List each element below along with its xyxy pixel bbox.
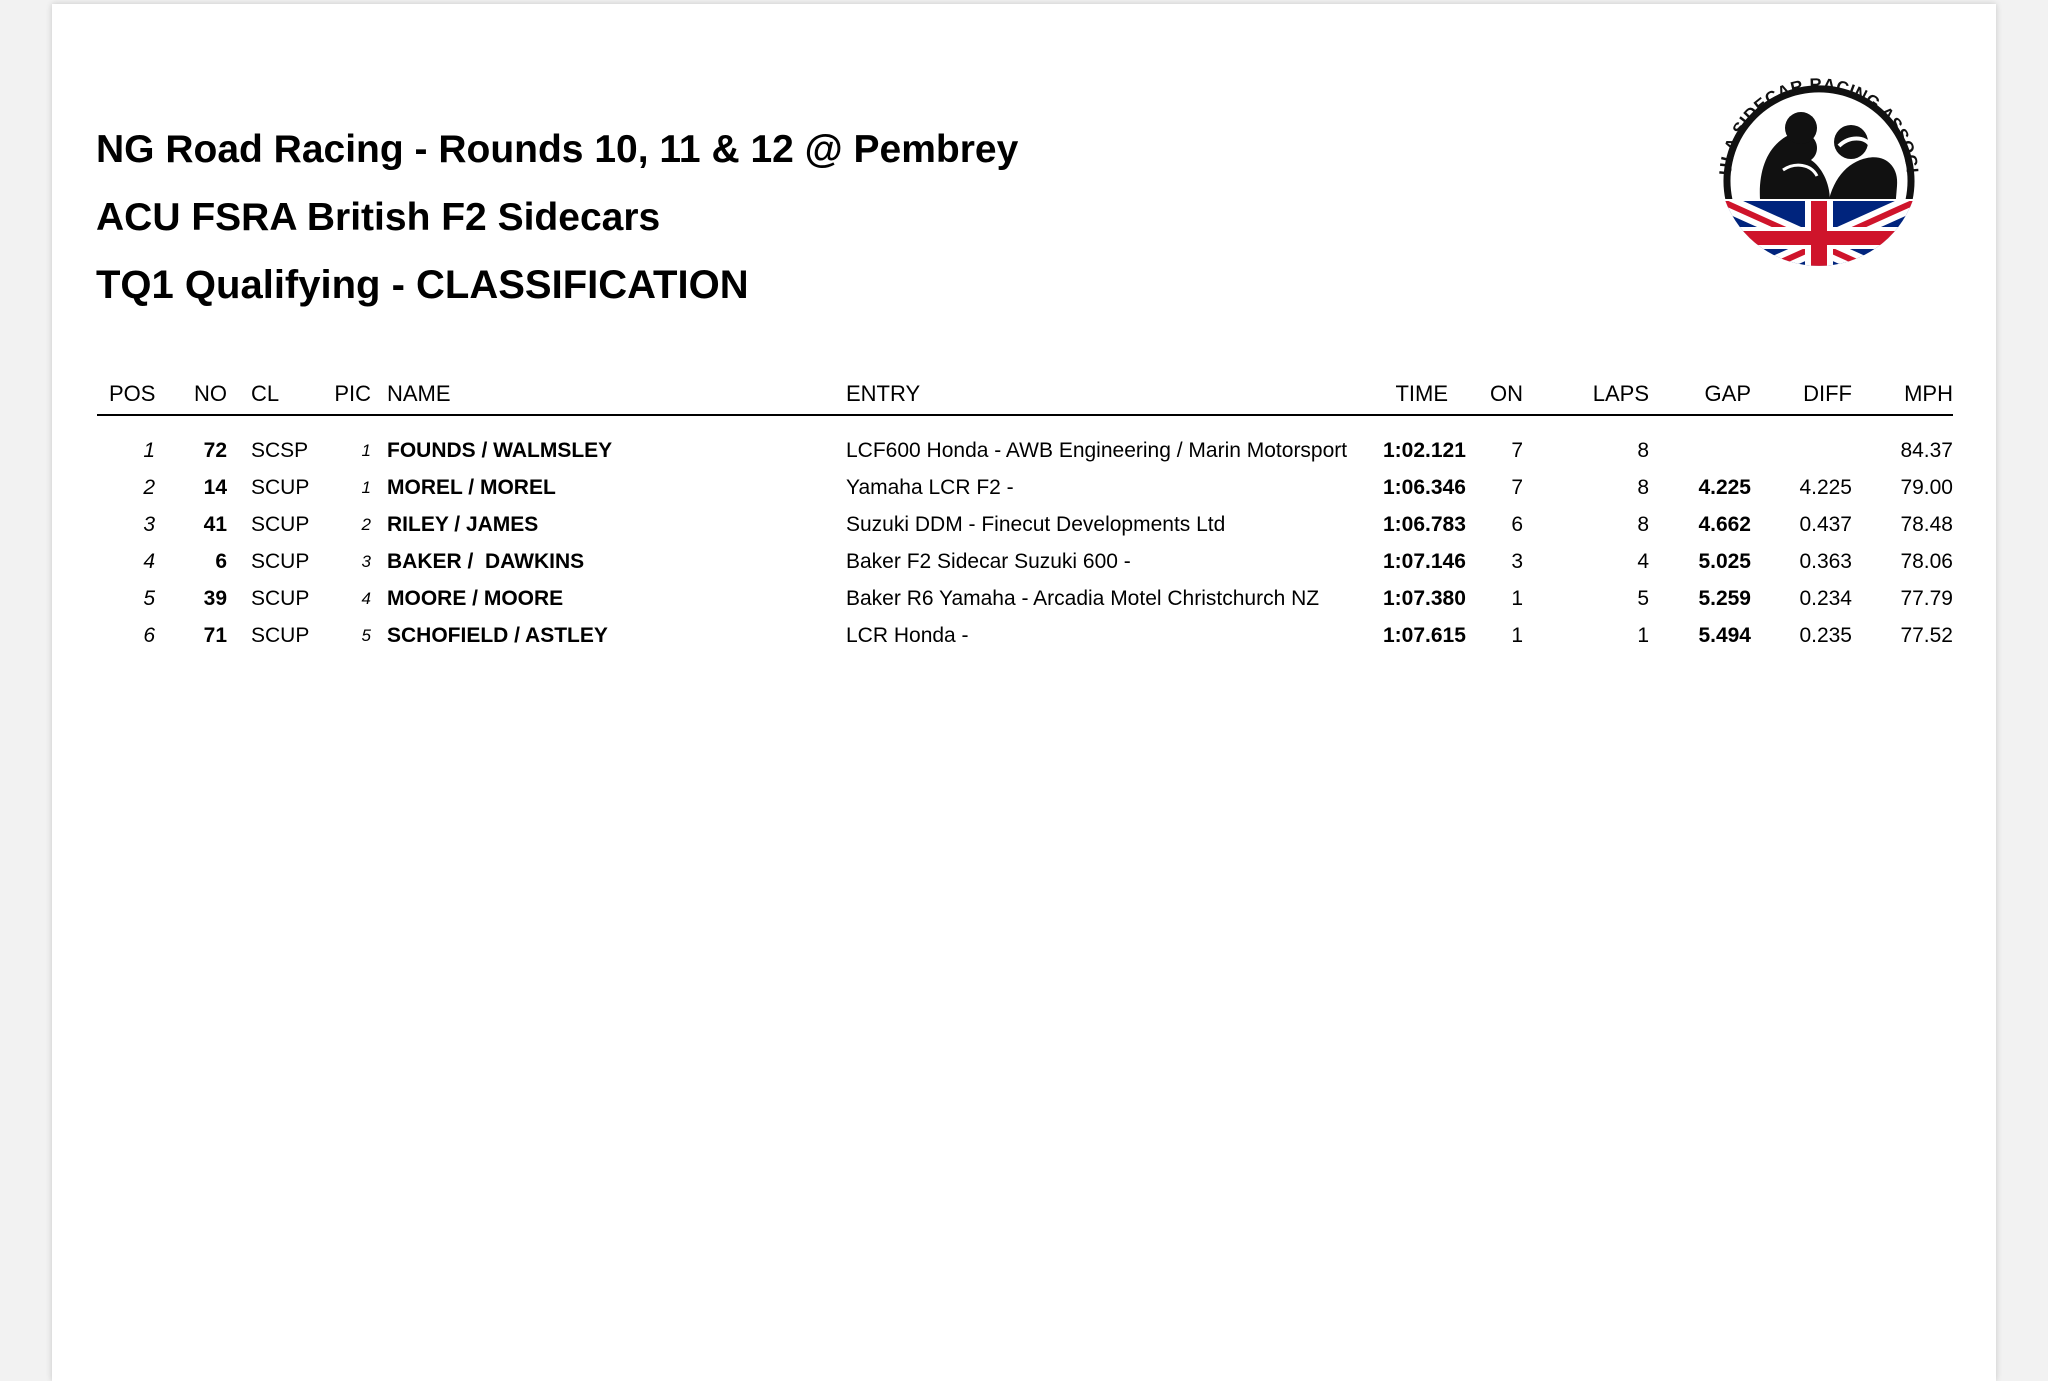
cell-time: 1:07.146 (1383, 549, 1466, 573)
cell-spacer (1308, 506, 1383, 543)
table-row (97, 506, 1953, 543)
cell-gap: 5.494 (1698, 623, 1751, 647)
table-header-row (97, 374, 1953, 415)
cell-laps: 1 (1637, 623, 1649, 647)
cell-laps: 4 (1637, 549, 1649, 573)
table-row (97, 580, 1953, 617)
cell-pic: 3 (361, 551, 371, 571)
cell-diff (1751, 415, 1852, 469)
cell-on: 1 (1511, 623, 1523, 647)
col-header-laps: LAPS (1523, 374, 1649, 415)
cell-mph: 79.00 (1900, 475, 1953, 499)
table-row (97, 543, 1953, 580)
col-header-mph: MPH (1852, 374, 1953, 415)
cell-cl: SCUP (251, 475, 310, 499)
cell-gap: 5.025 (1698, 549, 1751, 573)
cell-name: MOORE / MOORE (387, 586, 564, 610)
cell-on: 1 (1511, 586, 1523, 610)
cell-time: 1:02.121 (1383, 438, 1466, 462)
cell-cl: SCUP (251, 512, 310, 536)
col-header-pos: POS (97, 374, 155, 415)
cell-laps: 8 (1637, 438, 1649, 462)
fsra-logo-icon (1699, 50, 1939, 290)
col-header-cl: CL (227, 374, 311, 415)
logo-text: ULA SIDECAR RACING ASSOCI (1715, 74, 1922, 177)
cell-diff: 0.234 (1799, 586, 1852, 610)
cell-entry: LCF600 Honda - AWB Engineering / Marin Motorsport (846, 438, 1348, 462)
fsra-logo (1699, 50, 1939, 290)
results-page (52, 4, 1996, 1381)
cell-entry: Yamaha LCR F2 - (846, 475, 1014, 499)
cell-no: 72 (203, 438, 227, 462)
cell-laps: 5 (1637, 586, 1649, 610)
cell-pos: 3 (143, 512, 155, 536)
cell-gap: 4.662 (1698, 512, 1751, 536)
cell-time: 1:06.346 (1383, 475, 1466, 499)
cell-on: 7 (1511, 438, 1523, 462)
cell-laps: 8 (1637, 475, 1649, 499)
cell-mph: 78.48 (1900, 512, 1953, 536)
col-header-pic: PIC (311, 374, 371, 415)
cell-no: 14 (203, 475, 227, 499)
event-title: NG Road Racing - Rounds 10, 11 & 12 @ Pembrey (96, 128, 1019, 171)
cell-pos: 1 (143, 438, 155, 462)
cell-entry: Baker F2 Sidecar Suzuki 600 - (846, 549, 1131, 573)
cell-on: 6 (1511, 512, 1523, 536)
cell-no: 39 (203, 586, 227, 610)
cell-diff: 0.235 (1799, 623, 1852, 647)
cell-on: 3 (1511, 549, 1523, 573)
cell-pos: 5 (143, 586, 155, 610)
cell-name: FOUNDS / WALMSLEY (387, 438, 613, 462)
cell-pic: 1 (361, 440, 371, 460)
cell-mph: 78.06 (1900, 549, 1953, 573)
cell-pic: 1 (361, 477, 371, 497)
cell-name: BAKER / DAWKINS (387, 549, 585, 573)
cell-pic: 2 (361, 514, 371, 534)
cell-laps: 8 (1637, 512, 1649, 536)
cell-no: 41 (203, 512, 227, 536)
cell-cl: SCSP (251, 438, 309, 462)
cell-time: 1:06.783 (1383, 512, 1466, 536)
cell-pos: 4 (143, 549, 155, 573)
cell-name: RILEY / JAMES (387, 512, 539, 536)
cell-spacer (1308, 617, 1383, 654)
cell-entry: LCR Honda - (846, 623, 969, 647)
table-row (97, 617, 1953, 654)
cell-spacer (1308, 469, 1383, 506)
cell-name: MOREL / MOREL (387, 475, 556, 499)
cell-no: 71 (203, 623, 227, 647)
cell-cl: SCUP (251, 623, 310, 647)
session-title: TQ1 Qualifying - CLASSIFICATION (96, 263, 749, 307)
cell-gap: 5.259 (1698, 586, 1751, 610)
col-header-on: ON (1448, 374, 1523, 415)
col-header-no: NO (155, 374, 227, 415)
table-row (97, 415, 1953, 469)
cell-spacer (1308, 543, 1383, 580)
championship-title: ACU FSRA British F2 Sidecars (96, 196, 661, 239)
col-header-gap: GAP (1649, 374, 1751, 415)
col-header-time: TIME (1383, 374, 1448, 415)
cell-entry: Suzuki DDM - Finecut Developments Ltd (846, 512, 1226, 536)
cell-gap (1649, 415, 1751, 469)
col-header-name: NAME (371, 374, 846, 415)
cell-mph: 84.37 (1900, 438, 1953, 462)
cell-diff: 0.437 (1799, 512, 1852, 536)
cell-spacer (1308, 580, 1383, 617)
cell-gap: 4.225 (1698, 475, 1751, 499)
classification-table (97, 374, 1953, 654)
cell-pos: 6 (143, 623, 155, 647)
cell-pic: 4 (361, 588, 371, 608)
cell-pic: 5 (361, 625, 371, 645)
cell-cl: SCUP (251, 549, 310, 573)
cell-no: 6 (215, 549, 227, 573)
col-spacer (1308, 374, 1383, 415)
cell-on: 7 (1511, 475, 1523, 499)
cell-cl: SCUP (251, 586, 310, 610)
table-row (97, 469, 1953, 506)
cell-entry: Baker R6 Yamaha - Arcadia Motel Christchurch NZ (846, 586, 1320, 610)
cell-pos: 2 (143, 475, 155, 499)
cell-mph: 77.52 (1900, 623, 1953, 647)
col-header-entry: ENTRY (846, 374, 1308, 415)
col-header-diff: DIFF (1751, 374, 1852, 415)
cell-diff: 0.363 (1799, 549, 1852, 573)
cell-time: 1:07.615 (1383, 623, 1466, 647)
cell-name: SCHOFIELD / ASTLEY (387, 623, 608, 647)
cell-time: 1:07.380 (1383, 586, 1466, 610)
cell-mph: 77.79 (1900, 586, 1953, 610)
cell-diff: 4.225 (1799, 475, 1852, 499)
